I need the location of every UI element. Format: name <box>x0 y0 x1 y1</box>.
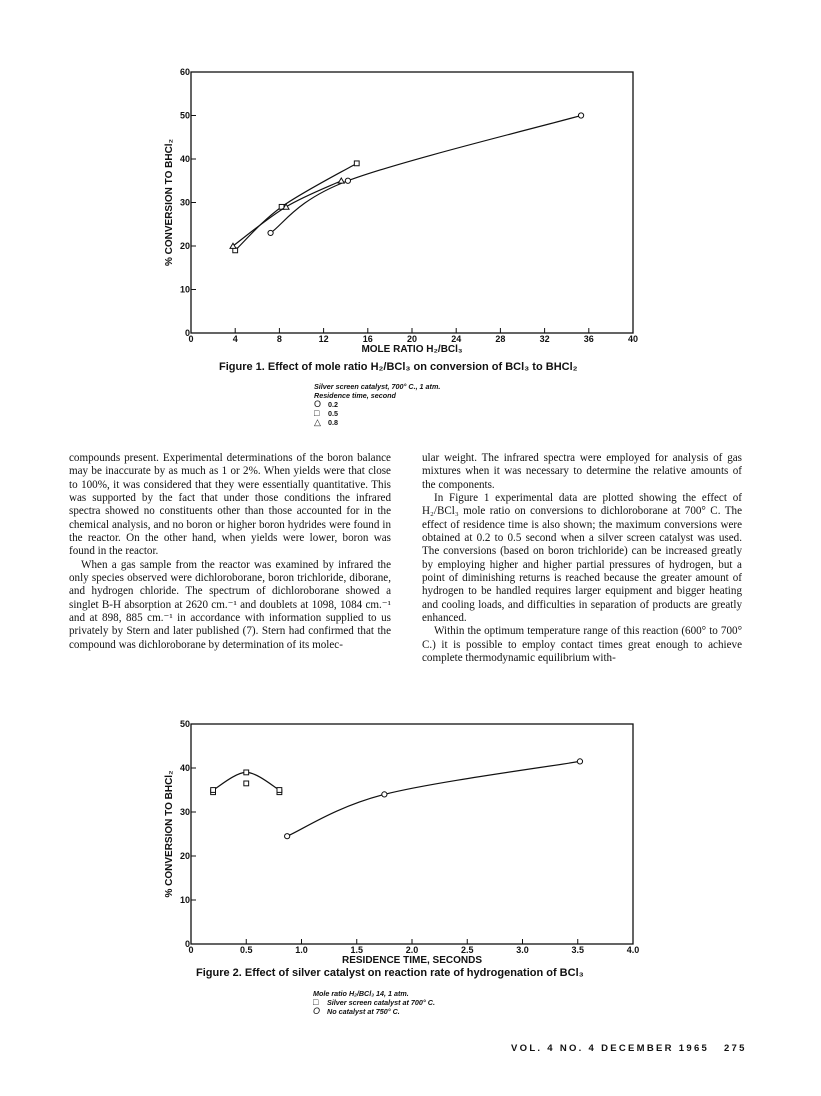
y-tick-label: 60 <box>179 67 190 77</box>
y-tick-label: 20 <box>179 851 190 861</box>
x-tick-label: 28 <box>495 334 506 344</box>
x-tick-label: 3.0 <box>516 945 529 955</box>
x-tick-label: 24 <box>451 334 462 344</box>
square-data-point <box>277 788 282 793</box>
legend-label: No catalyst at 750° C. <box>327 1007 400 1016</box>
circle-marker-icon: O <box>314 399 322 409</box>
x-axis-label: RESIDENCE TIME, SECONDS <box>341 955 483 966</box>
circle-data-point <box>577 759 582 764</box>
paragraph: Within the optimum temperature range of this reaction (600° to 700° C.) it is possible to employ contact times great enough to achieve complete thermodynamic equilibrium with- <box>422 625 742 665</box>
square-marker-icon: □ <box>313 997 319 1007</box>
paragraph: When a gas sample from the reactor was examined by infrared the only species observed were dichloroborane, boron trichloride, diborane, and hydrogen chloride. The spectrum of dichloroborane showed a singlet B-H absorption at 2620 cm.⁻¹ and doublets at 1098, 1084 cm.⁻¹ and at 898, 885 cm.⁻¹ in accordance with information supplied to us privately by Stern and later published (7). Stern had confirmed that the compound was dichloroborane by determination of its molec- <box>69 558 391 651</box>
figure-1-caption: Figure 1. Effect of mole ratio H₂/BCl₃ on conversion of BCl₃ to BHCl₂ <box>219 361 578 373</box>
y-tick-label: 0 <box>184 939 190 949</box>
y-tick-label: 50 <box>179 719 190 729</box>
y-tick-label: 30 <box>179 807 190 817</box>
y-tick-label: 10 <box>179 895 190 905</box>
y-tick-label: 10 <box>179 284 190 295</box>
paragraph: In Figure 1 experimental data are plotted showing the effect of H₂/BCl₃ mole ratio on conversions to dichloroborane at 700° C. The effect of residence time is also shown; the maximum conversions were obtained at 0.2 to 0.5 second when a silver screen catalyst was used. The conversions (based on boron trichloride) can be increased greatly by employing higher and higher partial pressures of hydrogen, but a point of diminishing returns is reached because the greater amount of hydrogen to be handled requires larger equipment and bigger heating and cooling loads, and difficulties in separation of products are greatly enhanced. <box>422 492 742 625</box>
y-tick-label: 0 <box>184 328 190 338</box>
y-tick-label: 20 <box>179 241 190 251</box>
square-data-point <box>244 781 249 786</box>
circle-data-point <box>382 792 387 797</box>
y-tick-label: 40 <box>179 763 190 773</box>
x-tick-label: 3.5 <box>571 945 585 955</box>
y-tick-label: 40 <box>179 154 190 164</box>
legend-entry <box>313 998 435 1007</box>
legend-label: 0.8 <box>328 418 338 427</box>
x-tick-label: 8 <box>276 334 282 344</box>
x-tick-label: 0 <box>188 334 194 344</box>
circle-marker-icon: O <box>313 1006 321 1016</box>
legend-label: Silver screen catalyst at 700° C. <box>327 998 435 1007</box>
y-tick-label: 50 <box>179 110 190 121</box>
series-line <box>287 761 580 836</box>
x-tick-label: 2.0 <box>405 945 419 955</box>
x-tick-label: 36 <box>583 334 594 344</box>
paragraph: compounds present. Experimental determinations of the boron balance may be inaccurate by as much as 1 or 2%. When yields were that close to 100%, it was considered that they were essentially quantitative. This was supported by the fact that under those conditions the infrared spectra showed no constituents other than those accounted for in the chemical analysis, and no boron or higher boron hydrides were found in the reactor. On the other hand, when yields were lower, boron was found in the reactor. <box>69 452 391 558</box>
circle-data-point <box>285 834 290 839</box>
series-square <box>211 770 282 795</box>
x-tick-label: 16 <box>362 334 373 344</box>
x-tick-label: 4 <box>232 334 238 344</box>
x-tick-label: 0 <box>188 945 194 955</box>
y-tick-label: 30 <box>179 197 190 208</box>
legend-line: Residence time, second <box>314 391 396 400</box>
x-tick-label: 40 <box>627 334 639 344</box>
x-tick-label: 32 <box>539 334 550 344</box>
x-tick-label: 1.0 <box>295 945 308 955</box>
x-tick-label: 2.5 <box>460 945 474 955</box>
square-marker-icon: □ <box>314 408 320 418</box>
legend-label: 0.5 <box>328 409 338 418</box>
legend-entry <box>313 1007 435 1016</box>
y-axis-label: % CONVERSION TO BHCl₂ <box>164 770 175 898</box>
page-footer <box>511 1043 747 1054</box>
x-axis-label: MOLE RATIO H₂/BCl₃ <box>361 344 463 355</box>
figure-2-legend <box>313 989 435 1016</box>
x-tick-label: 0.5 <box>239 945 253 955</box>
x-tick-label: 1.5 <box>350 945 364 955</box>
series-circle <box>285 759 583 839</box>
y-axis-label: % CONVERSION TO BHCl₂ <box>164 138 175 267</box>
legend-line: Mole ratio H₂/BCl₃ 14, 1 atm. <box>313 989 409 998</box>
legend-line: Silver screen catalyst, 700° C., 1 atm. <box>314 382 441 391</box>
journal-issue: VOL. 4 NO. 4 DECEMBER 1965 <box>511 1043 710 1054</box>
legend-label: 0.2 <box>328 400 338 409</box>
x-tick-label: 20 <box>406 334 418 344</box>
paragraph: ular weight. The infrared spectra were employed for analysis of gas mixtures when it was necessary to determine the relative amounts of the components. <box>422 452 742 491</box>
page-number: 275 <box>723 1043 747 1054</box>
figure-2-caption: Figure 2. Effect of silver catalyst on reaction rate of hydrogenation of BCl₃ <box>196 967 584 979</box>
square-data-point <box>244 770 249 775</box>
square-data-point <box>211 788 216 793</box>
x-tick-label: 12 <box>318 334 329 344</box>
triangle-marker-icon: △ <box>314 417 321 427</box>
plot-frame <box>191 724 633 944</box>
x-tick-label: 4.0 <box>626 945 640 955</box>
